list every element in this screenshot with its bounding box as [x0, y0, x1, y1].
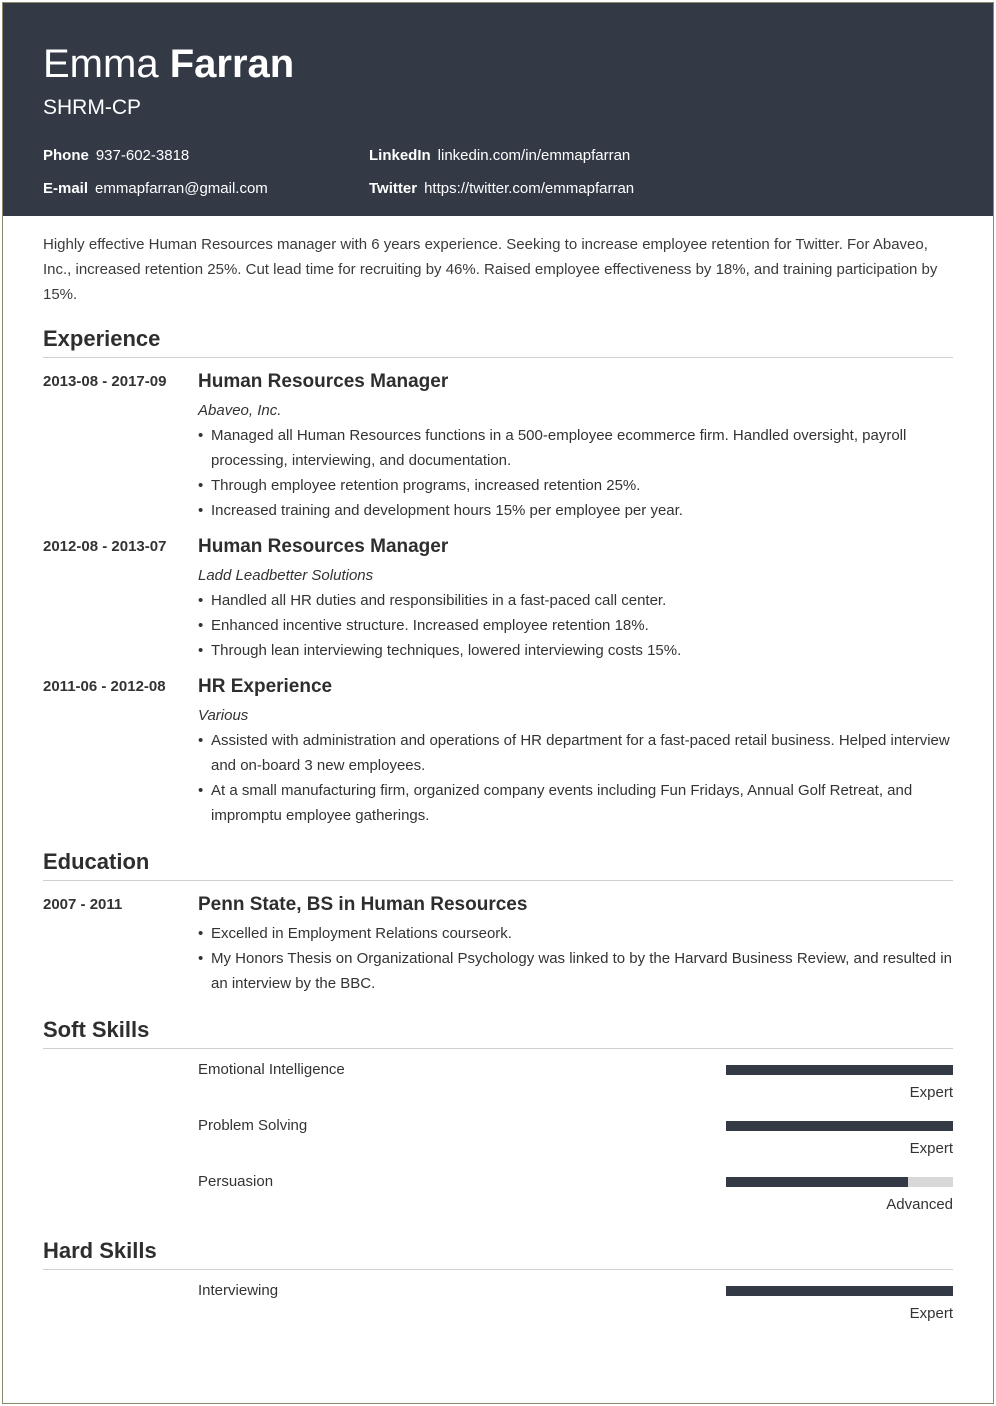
skill-bar-fill [726, 1065, 953, 1075]
bullet-item: • Through employee retention programs, increased retention 25%. [198, 473, 958, 498]
contact-label: Phone [43, 147, 89, 164]
job-title: HR Experience [198, 676, 333, 697]
education-bullets [198, 921, 958, 996]
hard-skills-heading: Hard Skills [43, 1238, 953, 1270]
bullet-item: • Increased training and development hours 15% per employee per year. [198, 498, 958, 523]
experience-heading: Experience [43, 326, 953, 358]
phone-value: 937-602-3818 [95, 147, 190, 164]
job-company: Various [198, 707, 249, 724]
first-name: Emma [43, 42, 159, 86]
job-dates: 2012-08 - 2013-07 [43, 538, 167, 555]
twitter-link[interactable]: https://twitter.com/emmapfarran [424, 180, 635, 197]
contact-label: Twitter [369, 180, 418, 197]
job-company: Abaveo, Inc. [198, 402, 282, 419]
skill-bar [726, 1121, 953, 1131]
contact-twitter [369, 180, 634, 198]
skill-bar [726, 1286, 953, 1296]
contact-linkedin [369, 147, 630, 165]
contact-label: LinkedIn [369, 147, 431, 164]
email-value[interactable]: emmapfarran@gmail.com [95, 180, 268, 197]
skill-bar [726, 1065, 953, 1075]
bullet-item: • Enhanced incentive structure. Increased employee retention 18%. [198, 613, 958, 638]
job-dates: 2013-08 - 2017-09 [43, 373, 167, 390]
linkedin-link[interactable]: linkedin.com/in/emmapfarran [437, 147, 631, 164]
skill-bar-fill [726, 1177, 908, 1187]
bullet-item: • Managed all Human Resources functions in a 500-employee ecommerce firm. Handled oversight, payroll processing, interviewing, and documentation. [198, 423, 958, 473]
job-bullets [198, 423, 958, 523]
skill-level: Expert [909, 1305, 953, 1322]
resume-header [3, 3, 993, 216]
summary-text: Highly effective Human Resources manager with 6 years experience. Seeking to increase employee retention for Twitter. For Abaveo, Inc., increased retention 25%. Cut lead time for recruiting by 46%. Raised employee effectiveness by 18%, and training participation by 15%. [43, 236, 938, 303]
skill-bar-fill [726, 1286, 953, 1296]
job-title: Human Resources Manager [198, 536, 449, 557]
skill-name: Persuasion [198, 1173, 274, 1190]
credential: SHRM-CP [43, 96, 141, 119]
contact-label: E-mail [43, 180, 89, 197]
job-title: Human Resources Manager [198, 371, 449, 392]
bullet-item: • At a small manufacturing firm, organized company events including Fun Fridays, Annual Golf Retreat, and impromptu employee gatherings. [198, 778, 958, 828]
bullet-item: • Through lean interviewing techniques, lowered interviewing costs 15%. [198, 638, 958, 663]
job-company: Ladd Leadbetter Solutions [198, 567, 374, 584]
education-dates: 2007 - 2011 [43, 896, 123, 913]
bullet-item: • Excelled in Employment Relations courseork. [198, 921, 958, 946]
job-dates: 2011-06 - 2012-08 [43, 678, 166, 695]
skill-bar [726, 1177, 953, 1187]
skill-name: Problem Solving [198, 1117, 308, 1134]
last-name: Farran [169, 42, 295, 86]
education-title: Penn State, BS in Human Resources [198, 894, 528, 915]
bullet-item: • My Honors Thesis on Organizational Psychology was linked to by the Harvard Business Review, and resulted in an interview by the BBC. [198, 946, 958, 996]
skill-name: Interviewing [198, 1282, 279, 1299]
contact-phone [43, 147, 189, 165]
skill-level: Advanced [886, 1196, 953, 1213]
soft-skills-heading: Soft Skills [43, 1017, 953, 1049]
bullet-item: • Handled all HR duties and responsibilities in a fast-paced call center. [198, 588, 958, 613]
skill-bar-fill [726, 1121, 953, 1131]
skill-level: Expert [909, 1084, 953, 1101]
bullet-item: • Assisted with administration and operations of HR department for a fast-paced retail business. Helped interview and on-board 3 new employees. [198, 728, 958, 778]
full-name [43, 41, 294, 87]
job-bullets [198, 588, 958, 663]
contact-email [43, 180, 268, 198]
skill-level: Expert [909, 1140, 953, 1157]
education-heading: Education [43, 849, 953, 881]
resume-page [2, 2, 994, 1404]
job-bullets [198, 728, 958, 828]
skill-name: Emotional Intelligence [198, 1061, 345, 1078]
